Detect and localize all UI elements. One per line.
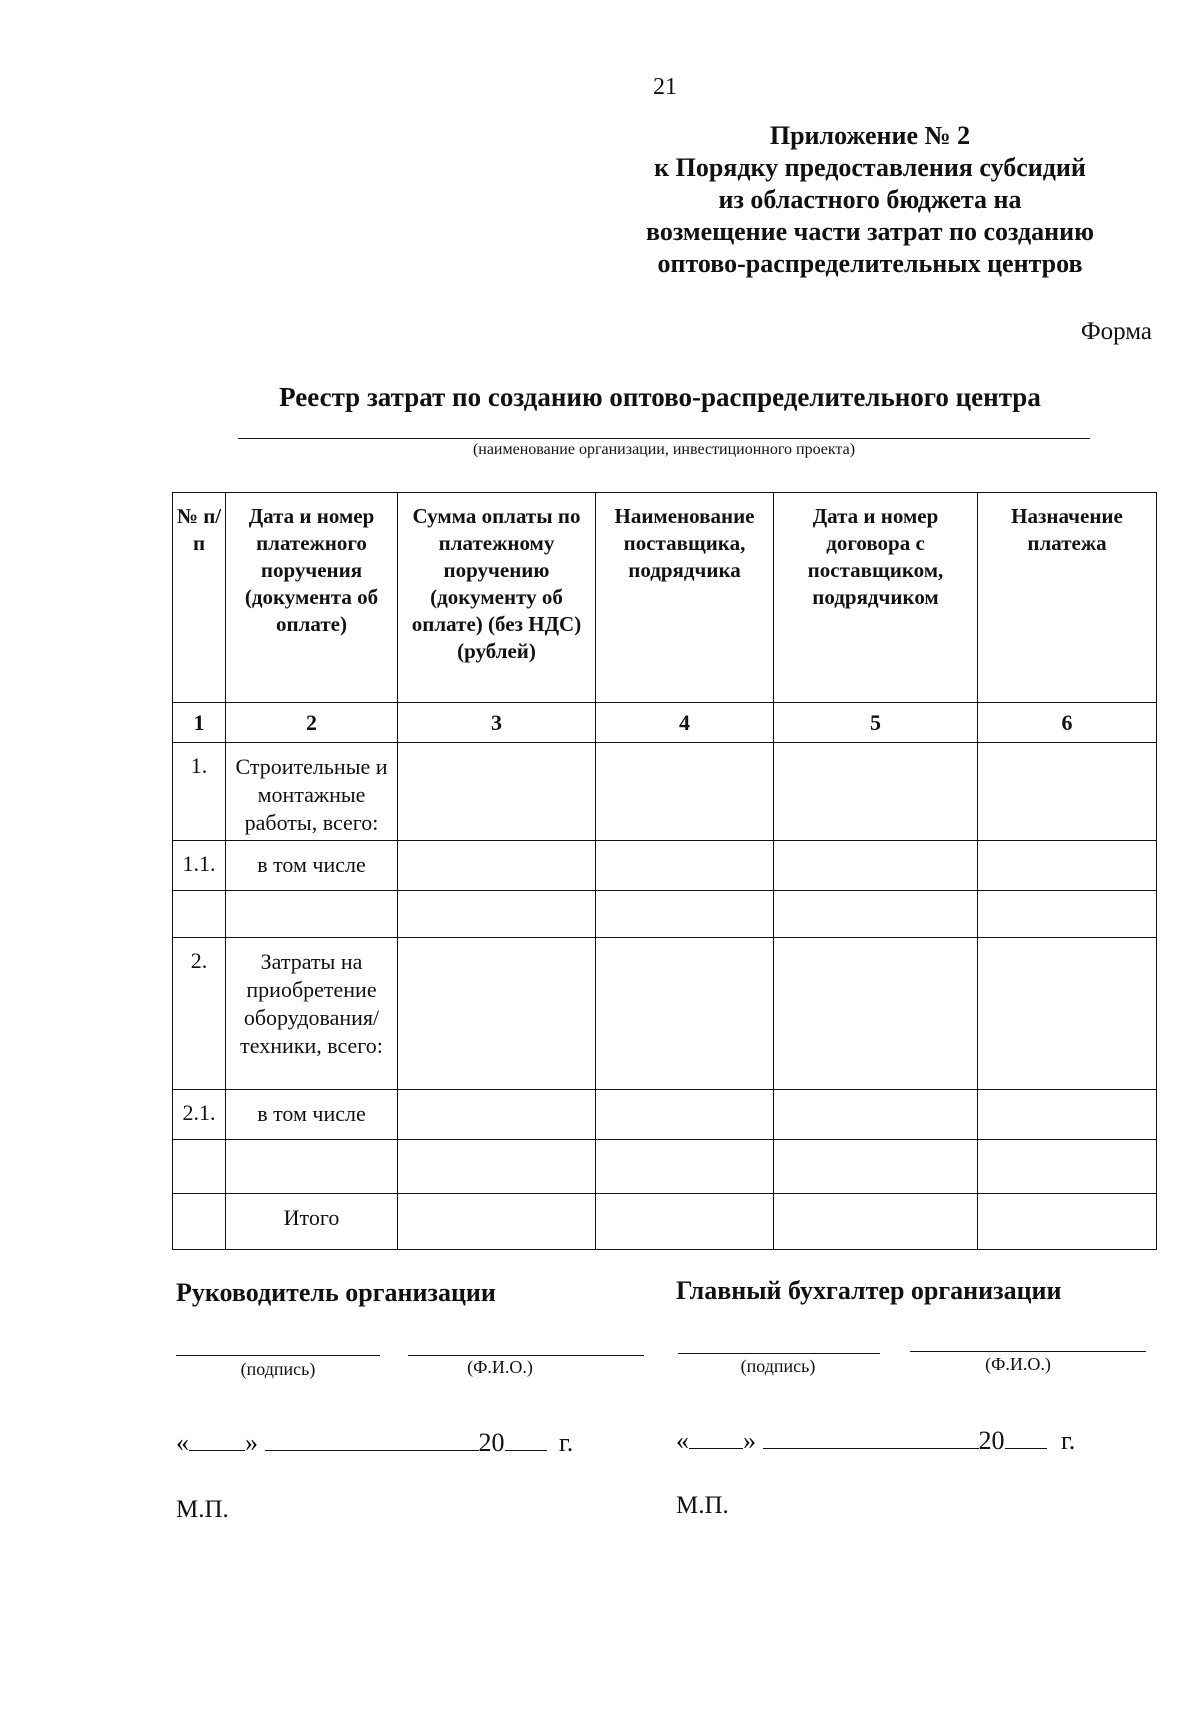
empty-cell xyxy=(774,1194,978,1250)
empty-cell xyxy=(978,841,1157,891)
accountant-signature-line xyxy=(678,1353,880,1354)
column-number: 3 xyxy=(398,703,596,743)
empty-cell xyxy=(774,1090,978,1140)
document-title: Реестр затрат по созданию оптово-распределительного центра xyxy=(279,382,1041,412)
director-signature-caption: (подпись) xyxy=(240,1359,316,1379)
header-cell-number: № п/п xyxy=(173,493,226,703)
header-cell-supplier: Наименование поставщика, подрядчика xyxy=(596,493,774,703)
appendix-line: оптово-распределительных центров xyxy=(657,249,1083,278)
empty-cell xyxy=(978,1194,1157,1250)
director-signature-line xyxy=(176,1355,380,1356)
empty-cell xyxy=(978,743,1157,841)
accountant-signature-title: Главный бухгалтер организации xyxy=(676,1276,1062,1305)
year-blank xyxy=(1005,1426,1047,1449)
day-blank xyxy=(189,1428,245,1451)
row-label: Итого xyxy=(226,1194,398,1250)
row-number: 2. xyxy=(173,938,226,1090)
empty-cell xyxy=(774,938,978,1090)
row-number xyxy=(173,1140,226,1194)
row-label xyxy=(226,1140,398,1194)
row-number: 1. xyxy=(173,743,226,841)
month-blank xyxy=(763,1426,979,1449)
date-open-quote: « xyxy=(176,1428,189,1457)
empty-cell xyxy=(978,938,1157,1090)
year-blank xyxy=(505,1428,547,1451)
year-prefix: 20 xyxy=(478,1428,505,1457)
empty-cell xyxy=(978,1090,1157,1140)
expense-registry-table xyxy=(172,492,1157,1250)
empty-cell xyxy=(596,1090,774,1140)
accountant-date-line xyxy=(676,1426,1075,1456)
table-row xyxy=(173,1090,1157,1140)
table-row xyxy=(173,938,1157,1090)
column-number: 1 xyxy=(173,703,226,743)
empty-cell xyxy=(398,1194,596,1250)
row-label: Строительные и монтажные работы, всего: xyxy=(226,743,398,841)
empty-cell xyxy=(398,891,596,938)
column-number: 2 xyxy=(226,703,398,743)
column-number-row xyxy=(173,703,1157,743)
empty-cell xyxy=(774,891,978,938)
header-cell-contract: Дата и номер договора с поставщиком, подрядчиком xyxy=(774,493,978,703)
empty-cell xyxy=(596,1140,774,1194)
table-row xyxy=(173,743,1157,841)
accountant-name-line xyxy=(910,1351,1146,1352)
row-label: в том числе xyxy=(226,1090,398,1140)
row-label: в том числе xyxy=(226,841,398,891)
director-name-caption: (Ф.И.О.) xyxy=(467,1357,533,1377)
empty-cell xyxy=(596,841,774,891)
table-row xyxy=(173,891,1157,938)
appendix-line: к Порядку предоставления субсидий xyxy=(654,153,1086,182)
empty-cell xyxy=(398,841,596,891)
empty-cell xyxy=(398,743,596,841)
form-label: Форма xyxy=(1080,318,1152,345)
row-label: Затраты на приобретение оборудования/ техники, всего: xyxy=(226,938,398,1090)
month-blank xyxy=(265,1428,479,1451)
row-number xyxy=(173,891,226,938)
empty-cell xyxy=(774,841,978,891)
year-prefix: 20 xyxy=(978,1426,1005,1455)
date-close-quote: » xyxy=(245,1428,258,1457)
empty-cell xyxy=(398,1140,596,1194)
appendix-line: из областного бюджета на xyxy=(718,185,1022,214)
day-blank xyxy=(689,1426,743,1449)
empty-cell xyxy=(398,938,596,1090)
empty-cell xyxy=(596,938,774,1090)
organization-name-caption: (наименование организации, инвестиционного проекта) xyxy=(472,441,856,458)
accountant-name-caption: (Ф.И.О.) xyxy=(985,1354,1051,1374)
column-number: 6 xyxy=(978,703,1157,743)
table-header-row xyxy=(173,493,1157,703)
date-close-quote: » xyxy=(743,1426,756,1455)
column-number: 5 xyxy=(774,703,978,743)
empty-cell xyxy=(596,1194,774,1250)
empty-cell xyxy=(596,891,774,938)
empty-cell xyxy=(596,743,774,841)
row-number xyxy=(173,1194,226,1250)
director-stamp-mark: М.П. xyxy=(176,1496,229,1523)
column-number: 4 xyxy=(596,703,774,743)
page-number: 21 xyxy=(653,74,677,100)
empty-cell xyxy=(978,891,1157,938)
row-number: 1.1. xyxy=(173,841,226,891)
appendix-line: Приложение № 2 xyxy=(769,121,971,150)
date-open-quote: « xyxy=(676,1426,689,1455)
table-row-total xyxy=(173,1194,1157,1250)
empty-cell xyxy=(398,1090,596,1140)
header-cell-purpose: Назначение платежа xyxy=(978,493,1157,703)
year-suffix: г. xyxy=(1061,1426,1076,1455)
header-cell-payment-order: Дата и номер платежного поручения (документа об оплате) xyxy=(226,493,398,703)
appendix-heading xyxy=(600,120,1140,280)
table-row xyxy=(173,1140,1157,1194)
accountant-stamp-mark: М.П. xyxy=(676,1492,729,1519)
director-signature-title: Руководитель организации xyxy=(176,1278,496,1307)
table-row xyxy=(173,841,1157,891)
organization-name-line xyxy=(238,438,1090,439)
year-suffix: г. xyxy=(559,1428,574,1457)
director-date-line xyxy=(176,1428,573,1458)
header-cell-payment-amount: Сумма оплаты по платежному поручению (документу об оплате) (без НДС) (рублей) xyxy=(398,493,596,703)
director-name-line xyxy=(408,1355,644,1356)
empty-cell xyxy=(774,743,978,841)
row-label xyxy=(226,891,398,938)
appendix-line: возмещение части затрат по созданию xyxy=(645,217,1095,246)
empty-cell xyxy=(774,1140,978,1194)
row-number: 2.1. xyxy=(173,1090,226,1140)
accountant-signature-caption: (подпись) xyxy=(740,1356,816,1376)
empty-cell xyxy=(978,1140,1157,1194)
